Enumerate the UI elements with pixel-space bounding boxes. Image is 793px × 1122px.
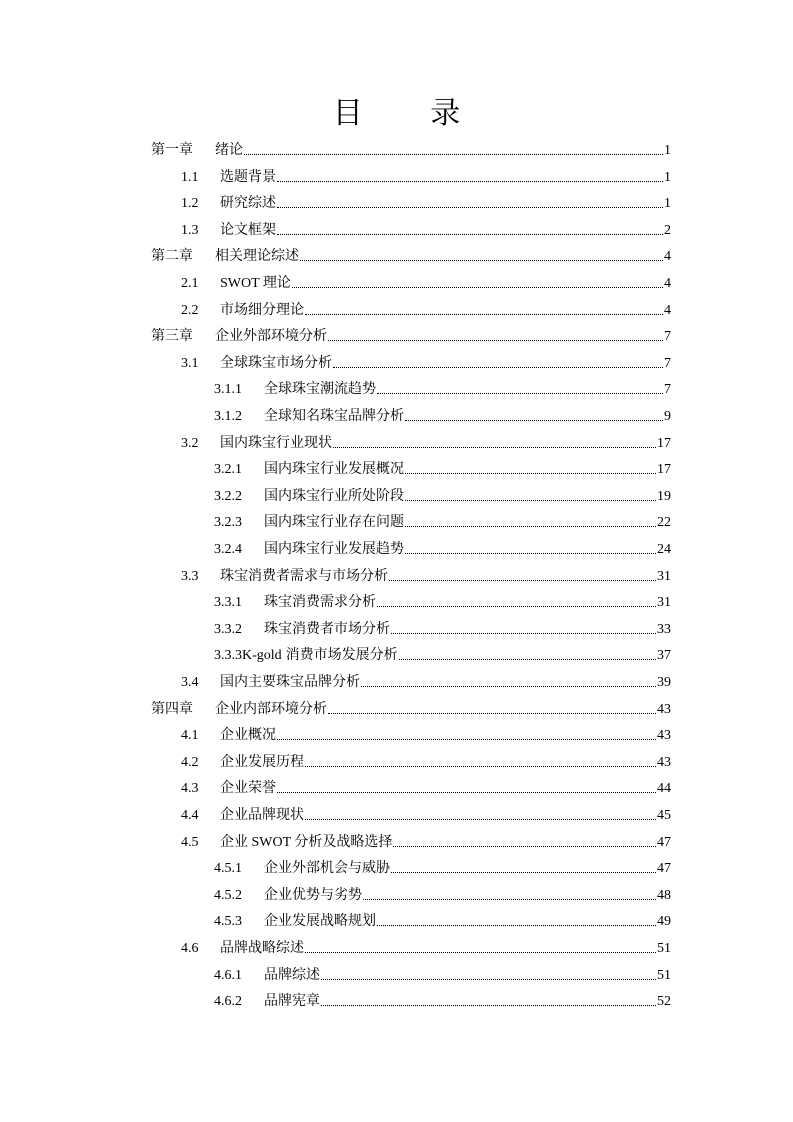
toc-entry-line <box>220 195 671 213</box>
toc-entry-page-number: 1 <box>664 169 671 185</box>
toc-entry-line <box>264 488 671 506</box>
toc-entry[interactable] <box>0 271 793 297</box>
toc-entry-title: 国内珠宝行业发展趋势 <box>264 542 404 557</box>
dot-leader <box>277 739 656 740</box>
toc-entry-number: 3.2.2 <box>214 488 242 504</box>
toc-entry-number: 4.4 <box>181 808 199 823</box>
toc-entry-title: 国内珠宝行业存在问题 <box>264 515 404 531</box>
toc-entry[interactable] <box>0 617 793 643</box>
toc-entry-number: 4.6.1 <box>214 967 242 983</box>
toc-entry-title: 珠宝消费者市场分析 <box>264 621 390 637</box>
toc-entry[interactable] <box>0 431 793 457</box>
toc-entry-title: 全球知名珠宝品牌分析 <box>264 409 404 424</box>
toc-entry[interactable] <box>0 457 793 483</box>
toc-entry-line <box>220 435 671 453</box>
toc-entry[interactable] <box>0 643 793 669</box>
toc-entry-line <box>220 568 671 586</box>
toc-entry-page-number: 19 <box>657 488 671 504</box>
toc-entry-page-number: 49 <box>657 914 671 930</box>
toc-entry-title: 全球珠宝潮流趋势 <box>264 382 376 398</box>
toc-entry-page-number: 44 <box>657 781 671 797</box>
toc-entry-page-number: 43 <box>657 728 671 744</box>
toc-entry-number: 4.5 <box>181 834 199 850</box>
dot-leader <box>405 500 656 501</box>
toc-entry-page-number: 52 <box>657 994 671 1010</box>
toc-entry-page-number: 4 <box>664 276 671 291</box>
toc-entry-line <box>264 381 671 399</box>
dot-leader <box>305 314 663 315</box>
toc-entry[interactable] <box>0 218 793 244</box>
toc-entry[interactable] <box>0 909 793 935</box>
toc-entry-title: 品牌宪章 <box>264 994 320 1010</box>
toc-entry-title: 绪论 <box>215 143 243 158</box>
toc-entry-number: 2.2 <box>181 302 199 318</box>
toc-entry-number: 3.3.3K-gold <box>214 648 282 664</box>
toc-entry-page-number: 43 <box>657 701 671 717</box>
toc-entry-line <box>264 993 671 1011</box>
toc-entry-number: 3.4 <box>181 675 199 690</box>
toc-entry-line <box>220 727 671 745</box>
toc-entry-page-number: 31 <box>657 568 671 584</box>
toc-entry[interactable] <box>0 750 793 776</box>
toc-entry-title: 研究综述 <box>220 196 276 212</box>
toc-entry-line <box>220 834 671 852</box>
toc-entry-page-number: 22 <box>657 515 671 531</box>
toc-entry-title: 企业 SWOT 分析及战略选择 <box>220 834 393 850</box>
toc-entry-line <box>264 887 671 905</box>
toc-entry-line <box>264 408 671 426</box>
toc-entry-number: 3.3.2 <box>214 621 242 637</box>
dot-leader <box>389 580 656 581</box>
toc-entry[interactable] <box>0 484 793 510</box>
toc-entry[interactable] <box>0 803 793 829</box>
toc-entry-title: 市场细分理论 <box>220 302 304 318</box>
dot-leader <box>328 713 656 714</box>
toc-entry-title: SWOT 理论 <box>220 276 291 291</box>
toc-entry-title: 企业外部机会与威胁 <box>264 861 390 877</box>
toc-entry-line <box>264 621 671 639</box>
toc-entry[interactable] <box>0 989 793 1015</box>
toc-entry-number: 3.2 <box>181 435 199 451</box>
toc-entry[interactable] <box>0 830 793 856</box>
toc-entry-title: 企业荣誉 <box>220 781 276 797</box>
toc-entry-title: 企业内部环境分析 <box>215 701 327 717</box>
toc-entry-line <box>264 461 671 479</box>
toc-entry-title: 企业发展历程 <box>220 754 304 770</box>
toc-entry-page-number: 7 <box>664 329 671 345</box>
toc-entry[interactable] <box>0 564 793 590</box>
toc-entry-page-number: 51 <box>657 967 671 983</box>
toc-entry-number: 3.2.1 <box>214 462 242 478</box>
toc-entry-page-number: 17 <box>657 462 671 478</box>
dot-leader <box>405 553 656 554</box>
dot-leader <box>391 872 656 873</box>
toc-entry-number: 4.6.2 <box>214 994 242 1010</box>
dot-leader <box>405 420 663 421</box>
toc-entry-number: 1.2 <box>181 196 199 212</box>
toc-entry-number: 3.2.4 <box>214 542 242 557</box>
dot-leader <box>377 606 656 607</box>
toc-entry-page-number: 4 <box>664 249 671 265</box>
toc-entry[interactable] <box>0 298 793 324</box>
toc-entry-line <box>264 514 671 532</box>
dot-leader <box>305 819 656 820</box>
toc-entry-page-number: 33 <box>657 621 671 637</box>
toc-entry-line <box>220 754 671 772</box>
toc-entry-number: 第二章 <box>151 249 193 265</box>
toc-entry-page-number: 51 <box>657 941 671 956</box>
dot-leader <box>244 154 663 155</box>
toc-entry[interactable] <box>0 590 793 616</box>
toc-entry-number: 第一章 <box>151 143 193 158</box>
dot-leader <box>405 526 656 527</box>
toc-entry-page-number: 48 <box>657 887 671 903</box>
toc-entry[interactable] <box>0 351 793 377</box>
toc-entry[interactable] <box>0 697 793 723</box>
toc-entry-number: 3.1.1 <box>214 382 242 398</box>
toc-entry-number: 4.6 <box>181 941 199 956</box>
toc-entry-line <box>264 541 671 559</box>
toc-entry-number: 4.1 <box>181 728 199 744</box>
dot-leader <box>377 393 663 394</box>
toc-entry-title: 企业发展战略规划 <box>264 914 376 930</box>
toc-entry-line <box>215 701 671 719</box>
dot-leader <box>399 659 656 660</box>
toc-entry-line <box>220 780 671 798</box>
toc-entry-number: 4.3 <box>181 781 199 797</box>
toc-entry-line <box>220 674 671 692</box>
toc-entry-title: 国内珠宝行业发展概况 <box>264 462 404 478</box>
toc-entry[interactable] <box>0 776 793 802</box>
dot-leader <box>405 473 656 474</box>
toc-entry[interactable] <box>0 404 793 430</box>
toc-entry-page-number: 39 <box>657 675 671 690</box>
toc-entry[interactable] <box>0 244 793 270</box>
dot-leader <box>300 260 663 261</box>
toc-entry-line <box>220 355 671 373</box>
toc-entry-number: 第三章 <box>151 329 193 345</box>
dot-leader <box>277 234 663 235</box>
toc-entry-title: 企业优势与劣势 <box>264 887 362 903</box>
toc-entry-page-number: 24 <box>657 542 671 557</box>
toc-entry-line <box>220 275 671 293</box>
toc-entry[interactable] <box>0 191 793 217</box>
dot-leader <box>393 846 656 847</box>
toc-entry-page-number: 47 <box>657 861 671 877</box>
toc-entry-number: 4.5.3 <box>214 914 242 930</box>
toc-entry-line <box>220 807 671 825</box>
toc-entry-page-number: 7 <box>664 355 671 371</box>
dot-leader <box>377 925 656 926</box>
toc-entry-title: 论文框架 <box>220 222 276 238</box>
toc-entry[interactable] <box>0 537 793 563</box>
toc-entry[interactable] <box>0 963 793 989</box>
toc-entry-page-number: 1 <box>664 143 671 158</box>
toc-entry-line <box>264 913 671 931</box>
toc-entry-number: 4.2 <box>181 754 199 770</box>
toc-entry-title: 品牌综述 <box>264 967 320 983</box>
toc-entry-title: 相关理论综述 <box>215 249 299 265</box>
dot-leader <box>328 340 663 341</box>
toc-entry-title: 品牌战略综述 <box>220 941 304 956</box>
toc-entry-page-number: 7 <box>664 382 671 398</box>
toc-entry[interactable] <box>0 138 793 164</box>
toc-entry-page-number: 45 <box>657 808 671 823</box>
dot-leader <box>321 979 656 980</box>
toc-entry-number: 3.3.1 <box>214 595 242 611</box>
toc-entry-number: 3.1 <box>181 355 199 371</box>
toc-entry-page-number: 31 <box>657 595 671 611</box>
toc-entry-line <box>220 302 671 320</box>
toc-entry[interactable] <box>0 936 793 962</box>
toc-entry-page-number: 9 <box>664 409 671 424</box>
toc-entry-number: 1.1 <box>181 169 199 185</box>
toc-entry[interactable] <box>0 324 793 350</box>
toc-entry-line <box>286 647 671 665</box>
toc-entry[interactable] <box>0 883 793 909</box>
toc-entry-number: 3.2.3 <box>214 515 242 531</box>
toc-entry-line <box>220 222 671 240</box>
toc-entry-page-number: 47 <box>657 834 671 850</box>
toc-entry-number: 3.3 <box>181 568 199 584</box>
toc-entry-number: 1.3 <box>181 222 199 238</box>
dot-leader <box>333 367 663 368</box>
toc-entry-page-number: 1 <box>664 196 671 212</box>
dot-leader <box>277 792 656 793</box>
toc-entry-title: 企业外部环境分析 <box>215 329 327 345</box>
toc-entry-page-number: 37 <box>657 648 671 664</box>
toc-entry-page-number: 17 <box>657 435 671 451</box>
toc-entry-title: 珠宝消费需求分析 <box>264 595 376 611</box>
page-title: 目 录 <box>332 97 491 130</box>
toc-entry[interactable] <box>0 856 793 882</box>
toc-entry-title: 全球珠宝市场分析 <box>220 355 332 371</box>
toc-entry-title: 选题背景 <box>220 169 276 185</box>
toc-entry-number: 4.5.2 <box>214 887 242 903</box>
toc-entry-number: 第四章 <box>151 701 193 717</box>
toc-entry[interactable] <box>0 377 793 403</box>
dot-leader <box>277 181 663 182</box>
toc-entry-page-number: 43 <box>657 754 671 770</box>
dot-leader <box>363 899 656 900</box>
toc-entry-line <box>264 967 671 985</box>
dot-leader <box>277 207 663 208</box>
dot-leader <box>292 287 663 288</box>
toc-entry-title: 国内主要珠宝品牌分析 <box>220 675 360 690</box>
toc-entry[interactable] <box>0 510 793 536</box>
toc-entry-line <box>220 169 671 187</box>
toc-entry-number: 3.1.2 <box>214 409 242 424</box>
toc-entry[interactable] <box>0 670 793 696</box>
dot-leader <box>305 766 656 767</box>
toc-entry-title: 国内珠宝行业所处阶段 <box>264 488 404 504</box>
dot-leader <box>305 952 656 953</box>
toc-entry-line <box>215 248 671 266</box>
dot-leader <box>321 1005 656 1006</box>
dot-leader <box>361 686 656 687</box>
toc-entry-line <box>220 940 671 958</box>
toc-entry-line <box>215 328 671 346</box>
toc-entry[interactable] <box>0 723 793 749</box>
toc-entry-number: 2.1 <box>181 276 199 291</box>
toc-entry-title: 企业概况 <box>220 728 276 744</box>
toc-entry-title: 珠宝消费者需求与市场分析 <box>220 568 388 584</box>
toc-entry-line <box>264 594 671 612</box>
toc-entry[interactable] <box>0 165 793 191</box>
toc-entry-page-number: 4 <box>664 302 671 318</box>
toc-entry-title: 企业品牌现状 <box>220 808 304 823</box>
toc-entry-page-number: 2 <box>664 222 671 238</box>
dot-leader <box>391 633 656 634</box>
dot-leader <box>333 447 656 448</box>
toc-entry-line <box>215 142 671 160</box>
toc-entry-number: 4.5.1 <box>214 861 242 877</box>
toc-entry-line <box>264 860 671 878</box>
toc-entry-title: 国内珠宝行业现状 <box>220 435 332 451</box>
toc-entry-title: 消费市场发展分析 <box>285 648 398 664</box>
